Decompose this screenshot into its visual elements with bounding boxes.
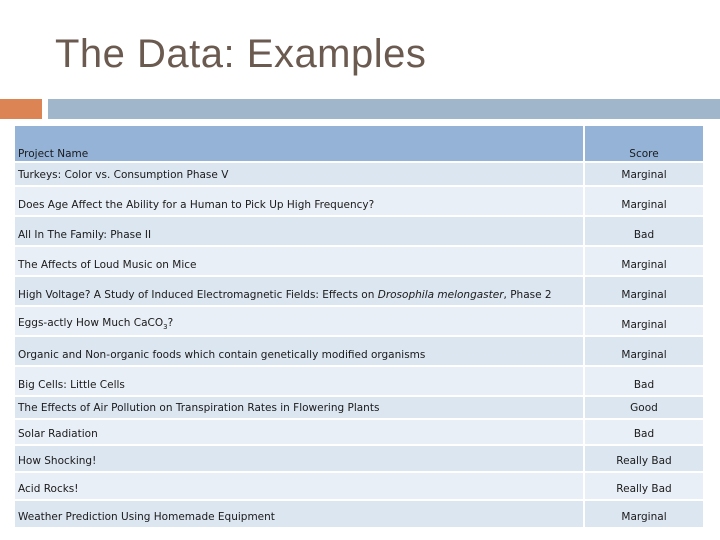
accent-bar-orange <box>0 99 42 119</box>
project-score: Marginal <box>585 247 703 277</box>
project-score: Marginal <box>585 187 703 217</box>
project-name: Organic and Non-organic foods which contain genetically modified organisms <box>15 337 585 367</box>
header-score: Score <box>585 126 703 163</box>
project-score: Really Bad <box>585 446 703 473</box>
project-name: Acid Rocks! <box>15 473 585 501</box>
subscript: 3 <box>163 323 168 331</box>
project-name <box>15 277 585 307</box>
table-row <box>15 367 703 397</box>
projects-table <box>15 126 703 529</box>
table-row <box>15 247 703 277</box>
table-row <box>15 501 703 529</box>
table-row <box>15 307 703 337</box>
project-score: Marginal <box>585 277 703 307</box>
project-name: The Affects of Loud Music on Mice <box>15 247 585 277</box>
project-name-part: Eggs-actly How Much CaCO <box>18 316 164 329</box>
table-header-row <box>15 126 703 163</box>
table-row <box>15 187 703 217</box>
table-row <box>15 337 703 367</box>
project-name: How Shocking! <box>15 446 585 473</box>
project-score: Bad <box>585 217 703 247</box>
project-score: Good <box>585 397 703 420</box>
table-row <box>15 163 703 187</box>
project-name-part: High Voltage? A Study of Induced Electromagnetic Fields: Effects on <box>18 289 378 301</box>
project-name <box>15 307 585 337</box>
slide-title: The Data: Examples <box>55 32 427 76</box>
project-name: Big Cells: Little Cells <box>15 367 585 397</box>
project-name: Weather Prediction Using Homemade Equipment <box>15 501 585 529</box>
project-name: The Effects of Air Pollution on Transpiration Rates in Flowering Plants <box>15 397 585 420</box>
project-name: Does Age Affect the Ability for a Human to Pick Up High Frequency? <box>15 187 585 217</box>
project-name-part: , Phase 2 <box>503 289 552 301</box>
project-score: Marginal <box>585 501 703 529</box>
species-name: Drosophila melongaster <box>377 289 504 301</box>
accent-bar-blue <box>48 99 720 119</box>
project-score: Really Bad <box>585 473 703 501</box>
project-score: Marginal <box>585 163 703 187</box>
table-row <box>15 397 703 420</box>
table-row <box>15 420 703 446</box>
table-row <box>15 446 703 473</box>
table-row <box>15 217 703 247</box>
project-score: Marginal <box>585 307 703 337</box>
project-name: Turkeys: Color vs. Consumption Phase V <box>15 163 585 187</box>
table-row <box>15 473 703 501</box>
project-name-part: ? <box>167 316 174 329</box>
project-score: Bad <box>585 367 703 397</box>
project-name: Solar Radiation <box>15 420 585 446</box>
table-row <box>15 277 703 307</box>
project-name: All In The Family: Phase II <box>15 217 585 247</box>
project-score: Bad <box>585 420 703 446</box>
header-project-name: Project Name <box>15 126 585 163</box>
project-score: Marginal <box>585 337 703 367</box>
